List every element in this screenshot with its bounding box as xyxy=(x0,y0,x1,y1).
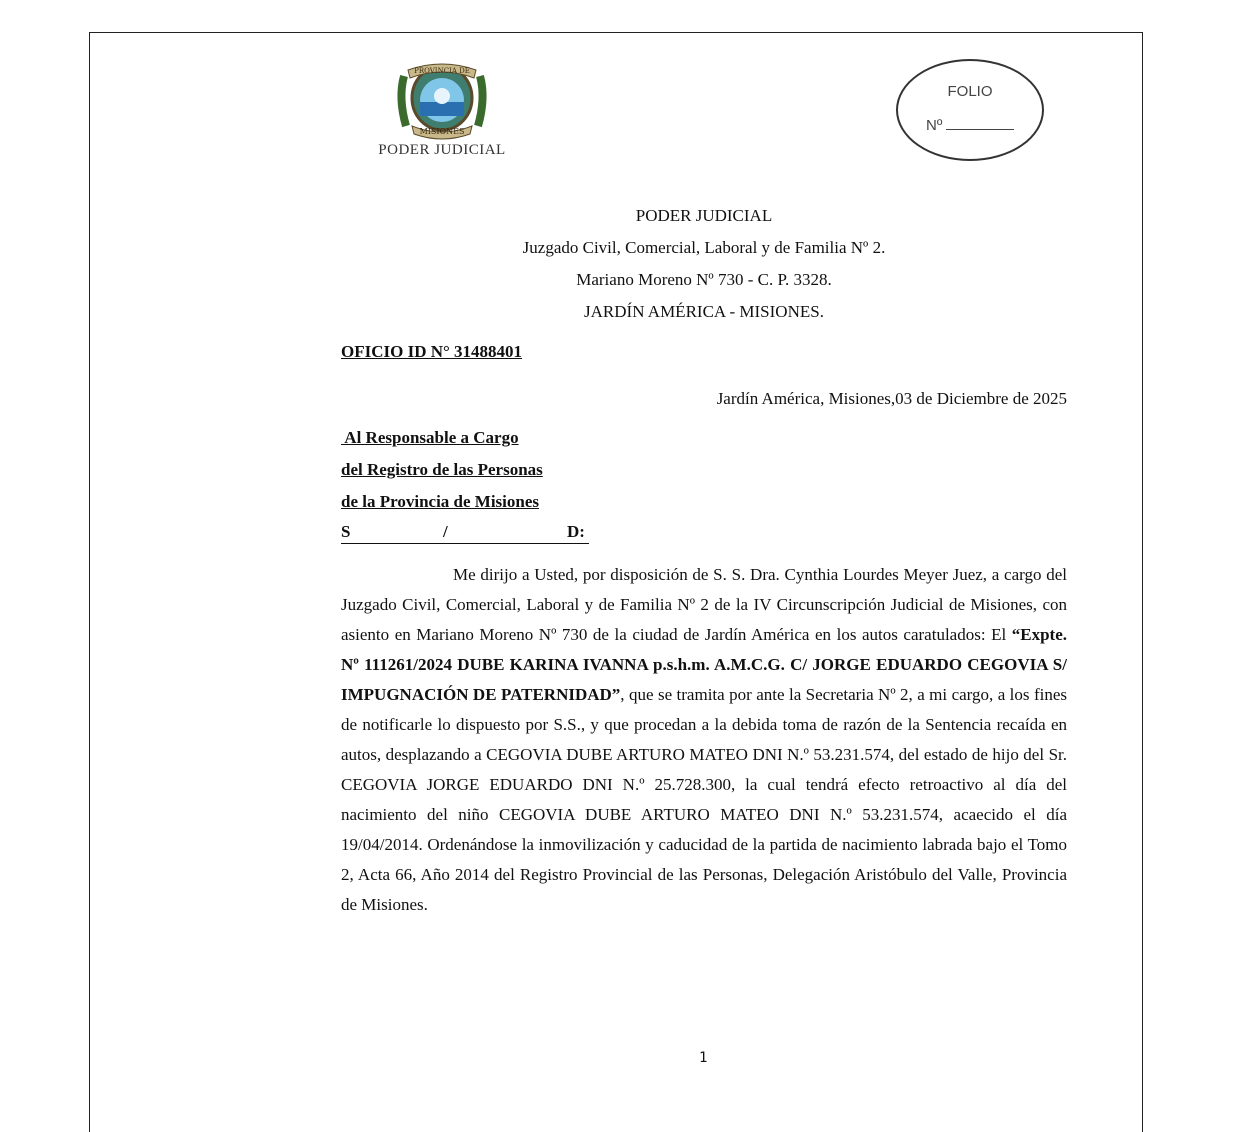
sd-s: S xyxy=(341,522,351,541)
body-part-2: , que se tramita por ante la Secretaria Nº 2, a mi cargo, a los fines de notificarle lo dispuesto por S.S., y que procedan a la debida toma de razón de la Sentencia recaída en autos, desplazando a CEGOVIA DUBE ARTURO MATEO DNI N.º 53.231.574, del estado de hijo del Sr. CEGOVIA JORGE EDUARDO DNI N.º 25.728.300, la cual tendrá efecto retroactivo al día del nacimiento del niño CEGOVIA DUBE ARTURO MATEO DNI N.º 53.231.574, acaecido el día 19/04/2014. Ordenándose la inmovilización y caducidad de la partida de nacimiento labrada bajo el Tomo 2, Acta 66, Año 2014 del Registro Provincial de las Personas, Delegación Aristóbulo del Valle, Provincia de Misiones. xyxy=(341,685,1067,914)
page-number: 1 xyxy=(699,1050,708,1066)
folio-label: FOLIO xyxy=(947,83,993,100)
provincial-seal-icon xyxy=(388,56,496,140)
date-line: Jardín América, Misiones,03 de Diciembre de 2025 xyxy=(716,389,1067,408)
case-title: “Expte. Nº 111261/2024 DUBE KARINA IVANNA p.s.h.m. A.M.C.G. C/ JORGE EDUARDO CEGOVIA S/ IMPUGNACIÓN DE PATERNIDAD” xyxy=(341,625,1067,704)
svg-text:PROVINCIA DE: PROVINCIA DE xyxy=(414,67,470,75)
folio-stamp xyxy=(896,59,1044,161)
court-address: Mariano Moreno Nº 730 - C. P. 3328. xyxy=(576,270,832,289)
sd-d: D: xyxy=(567,522,585,541)
addressee-line-2: del Registro de las Personas xyxy=(341,460,543,479)
addressee-line-3: de la Provincia de Misiones xyxy=(341,492,540,511)
salutation-sd xyxy=(341,522,589,544)
court-city: JARDÍN AMÉRICA - MISIONES. xyxy=(584,302,824,321)
logo-caption: PODER JUDICIAL xyxy=(378,142,506,158)
sd-slash: / xyxy=(443,522,448,541)
body-paragraph xyxy=(341,560,1067,920)
court-name: PODER JUDICIAL xyxy=(635,206,773,225)
addressee-line-1: Al Responsable a Cargo xyxy=(341,428,519,447)
svg-text:MISIONES: MISIONES xyxy=(419,127,465,136)
folio-number-label: Nº xyxy=(926,117,943,134)
court-division: Juzgado Civil, Comercial, Laboral y de Familia Nº 2. xyxy=(522,238,886,257)
oficio-id: OFICIO ID N° 31488401 xyxy=(341,342,523,361)
folio-number-field xyxy=(926,117,1014,134)
judicial-logo xyxy=(362,56,522,164)
body-part-1: Me dirijo a Usted, por disposición de S. S. Dra. Cynthia Lourdes Meyer Juez, a cargo del Juzgado Civil, Comercial, Laboral y de Familia Nº 2 de la IV Circunscripción Judicial de Misiones, con asiento en Mariano Moreno Nº 730 de la ciudad de Jardín América en los autos caratulados: El xyxy=(341,565,1067,644)
